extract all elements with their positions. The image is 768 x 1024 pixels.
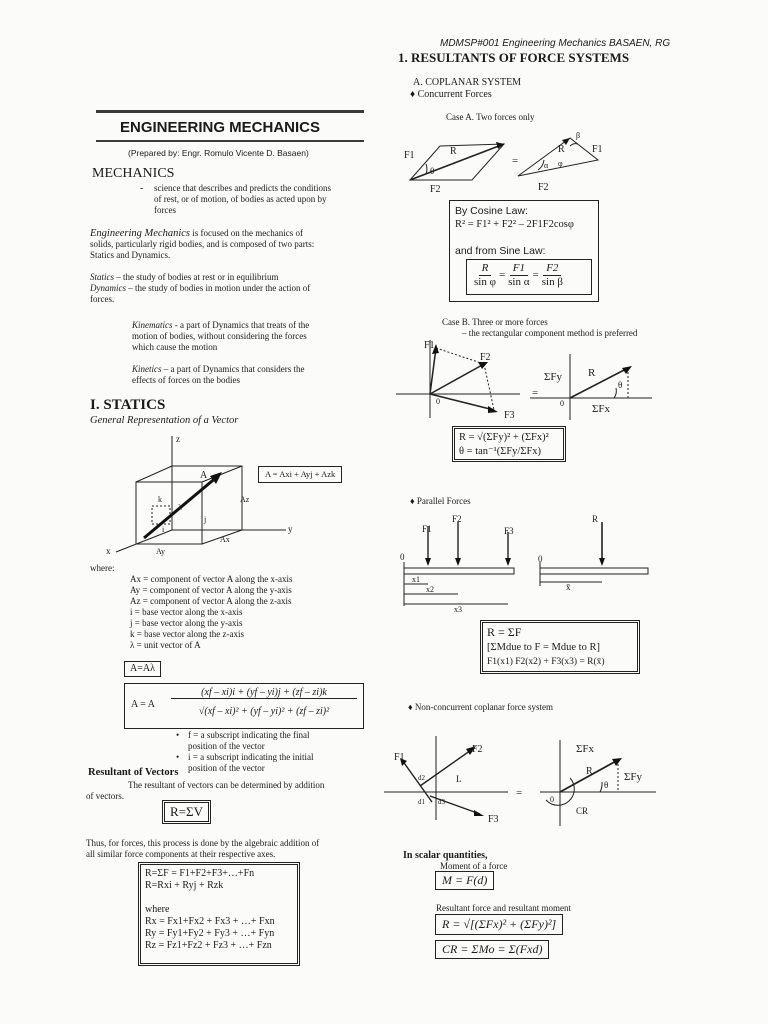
theta-label: θ — [618, 380, 623, 390]
equals-sign: = — [532, 387, 539, 399]
f1-label: F1 — [424, 340, 435, 351]
bullet-dot: ♦ — [408, 702, 415, 712]
bullet-dot: • — [176, 730, 180, 740]
term: Kinetics — [132, 364, 162, 374]
f2-label: F2 — [452, 514, 462, 524]
text-line: position of the vector — [188, 763, 265, 773]
denominator: sin α — [508, 276, 530, 288]
scalar-heading: In scalar quantities, — [403, 850, 488, 861]
denominator: sin φ — [474, 276, 496, 288]
r-label: R — [450, 146, 457, 157]
theta-formula: θ = tan⁻¹(ΣFy/ΣFx) — [459, 446, 542, 457]
resultant-text — [86, 780, 376, 802]
cr-label: CR — [576, 806, 589, 816]
arrow-head — [599, 558, 605, 566]
text-line: science that describes and predicts the conditions — [154, 183, 331, 193]
j-label: j — [204, 515, 207, 524]
z-label: z — [176, 434, 180, 444]
text: – a part of Dynamics that considers the — [161, 364, 305, 374]
vector-equation-box: A = Axi + Ayj + Azk — [258, 466, 342, 483]
resultant-heading: Resultant of Vectors — [88, 767, 179, 778]
definition-line: Ay = component of vector A along the y-axis — [130, 585, 292, 595]
text-line: all similar force components at their respective axes. — [86, 849, 276, 859]
parallel-forces-figure — [396, 512, 656, 612]
equals-sign: = — [498, 269, 506, 282]
text-line: Statics and Dynamics. — [90, 250, 171, 260]
parallel-equations-box — [480, 620, 640, 674]
origin-label: 0 — [550, 795, 554, 804]
kinematics-def — [132, 320, 372, 353]
text: Non-concurrent coplanar force system — [414, 702, 554, 712]
f2-label: F2 — [430, 184, 441, 195]
moment-eq-box: M = F(d) — [435, 871, 494, 890]
term: Kinematics — [132, 320, 173, 330]
case-a-label: Case A. Two forces only — [446, 112, 535, 122]
arrow-head — [474, 810, 484, 816]
numerator: F1 — [510, 262, 528, 276]
concurrent-forces — [410, 89, 492, 101]
text-line: of rest, or of motion, of bodies as acted upon by — [154, 194, 327, 204]
f2-label: F2 — [472, 744, 483, 755]
kinetics-def — [132, 364, 372, 386]
sfy-label: ΣFy — [624, 771, 643, 783]
r-sum-v-box: R=ΣV — [162, 800, 211, 824]
theta-arc — [600, 782, 602, 792]
beam-2 — [540, 568, 648, 574]
case-b-figure — [396, 338, 656, 424]
text: - a part of Dynamics that treats of the — [172, 320, 310, 330]
text-line: i = a subscript indicating the initial — [188, 752, 314, 762]
theta-label: θ — [604, 780, 609, 790]
sum-line: R=ΣF = F1+F2+F3+…+Fn — [145, 868, 255, 879]
beam-1 — [404, 568, 514, 574]
prepared-by: (Prepared by: Engr. Romulo Vicente D. Basaen) — [128, 148, 309, 158]
alpha-label: α — [544, 161, 549, 170]
origin-label: 0 — [436, 397, 440, 406]
par-eq-2: [ΣMdue to F = Mdue to R] — [487, 642, 600, 653]
resultant-formula-box — [452, 426, 566, 462]
lambda-label: λ — [178, 503, 182, 512]
sum-line — [145, 892, 293, 904]
page-title: ENGINEERING MECHANICS — [120, 119, 321, 136]
text: – the study of bodies at rest or in equilibrium — [114, 272, 279, 282]
case-b-note: – the rectangular component method is preferred — [462, 328, 638, 338]
text: Parallel Forces — [416, 496, 471, 506]
arrow-head — [622, 366, 632, 374]
sum-line: R=Rxi + Ryj + Rzk — [145, 880, 224, 891]
text: is focused on the mechanics of — [190, 228, 303, 238]
bullet-item — [176, 730, 376, 752]
r-label: R — [586, 766, 593, 777]
polygon-edge — [436, 348, 484, 364]
subscript-bullets — [176, 730, 376, 774]
text-line: The resultant of vectors can be determined by addition — [128, 780, 325, 790]
term: Dynamics — [90, 283, 126, 293]
text-line: Thus, for forces, this process is done by the algebraic addition of — [86, 838, 320, 848]
sfx-label: ΣFx — [576, 743, 595, 755]
y-label: y — [288, 524, 293, 534]
component-definitions — [130, 574, 370, 651]
nonconcurrent-figure — [380, 730, 660, 830]
force-f2 — [420, 748, 474, 786]
r-label: R — [592, 514, 599, 524]
equals-sign: = — [532, 269, 539, 282]
r-formula: R = √(ΣFy)² + (ΣFx)² — [459, 432, 549, 443]
mechanics-dash: - — [140, 183, 144, 194]
thus-paragraph — [86, 838, 376, 860]
general-representation: General Representation of a Vector — [90, 415, 239, 426]
text-line: position of the vector — [188, 741, 265, 751]
definition-line: Az = component of vector A along the z-axis — [130, 596, 292, 606]
f1-label: F1 — [404, 150, 415, 161]
text: Concurrent Forces — [417, 89, 492, 100]
box-edge — [136, 466, 172, 482]
bullet-dot: ♦ — [410, 89, 418, 100]
k-label: k — [158, 495, 162, 504]
text-line: motion of bodies, without considering the forces — [132, 331, 307, 341]
case-b-label: Case B. Three or more forces — [442, 317, 548, 327]
l-label: L — [456, 774, 462, 784]
angle-arc — [426, 164, 427, 174]
origin-label-2: 0 — [538, 554, 543, 564]
title-bar-bottom — [96, 140, 364, 142]
f2-label: F2 — [480, 352, 491, 363]
xbar-label: x̄ — [566, 582, 571, 592]
bullet-dot: ♦ — [410, 496, 417, 506]
case-a-figure — [400, 124, 640, 196]
ay-label: Ay — [156, 547, 166, 556]
mechanics-definition — [154, 183, 331, 216]
f3-label: F3 — [488, 814, 499, 825]
resultant-line — [410, 144, 504, 180]
vector-formula-box — [124, 683, 364, 729]
r-label-2: R — [558, 144, 565, 155]
arrow-head — [505, 558, 511, 566]
sine-fraction — [471, 262, 566, 289]
d1-label: d1 — [418, 798, 425, 806]
header-ref: MDMSP#001 Engineering Mechanics BASAEN, RG — [440, 38, 671, 49]
numerator: R — [479, 262, 492, 276]
moment-sum-eq-box: CR = ΣMo = Σ(Fxd) — [435, 940, 549, 959]
f1-label: F1 — [394, 752, 405, 763]
f1-label: F1 — [422, 524, 432, 534]
phi-label: φ — [558, 159, 563, 168]
definition-line: k = base vector along the z-axis — [130, 629, 245, 639]
cosine-title: By Cosine Law: — [455, 205, 528, 217]
text-line: effects of forces on the bodies — [132, 375, 241, 385]
polygon-edge — [484, 364, 494, 410]
nonconcurrent-heading — [408, 702, 553, 713]
theta-label: θ — [430, 166, 435, 176]
section-title: 1. RESULTANTS OF FORCE SYSTEMS — [398, 50, 630, 65]
arrow-head — [488, 406, 498, 413]
par-eq-3: F1(x1) F2(x2) + F3(x3) = R(x̄) — [487, 657, 605, 667]
text: – the study of bodies in motion under the action of — [126, 283, 311, 293]
formula-denominator: √(xf – xi)² + (yf – yi)² + (zf – zi)² — [198, 706, 330, 717]
beta-label: β — [576, 131, 581, 140]
sum-line: Rx = Fx1+Fx2 + Fx3 + …+ Fxn — [145, 916, 275, 927]
text-line: forces — [154, 205, 176, 215]
definition-line: Ax = component of vector A along the x-axis — [130, 574, 293, 584]
text-line: which cause the motion — [132, 342, 218, 352]
parallel-forces — [410, 496, 471, 507]
definition-line: j = base vector along the y-axis — [130, 618, 243, 628]
sum-components-box — [138, 862, 300, 966]
a-lambda-box: A=Aλ — [124, 661, 161, 677]
where-label: where: — [90, 563, 115, 573]
x2-label: x2 — [426, 585, 434, 594]
term: Engineering Mechanics — [90, 228, 191, 239]
denominator: sin β — [541, 276, 563, 288]
theta-arc — [614, 388, 616, 398]
bullet-item — [176, 752, 376, 774]
text-line: forces. — [90, 294, 115, 304]
par-eq-1: R = ΣF — [487, 625, 522, 639]
r-label: R — [588, 367, 596, 379]
coplanar-system: A. COPLANAR SYSTEM — [413, 77, 522, 88]
force-f2 — [430, 364, 484, 394]
law-box — [449, 200, 599, 302]
vector-3d-figure — [96, 430, 326, 560]
numerator: F2 — [543, 262, 561, 276]
force-f1 — [430, 348, 436, 394]
unit-box — [152, 506, 170, 524]
resultant-force-moment-title: Resultant force and resultant moment — [436, 903, 571, 913]
text-line: solids, particularly rigid bodies, and is composed of two parts: — [90, 239, 315, 249]
beta-arc — [570, 144, 578, 146]
x-label: x — [106, 546, 111, 556]
a-label: A — [200, 470, 208, 481]
mechanics-heading: MECHANICS — [92, 166, 175, 181]
fraction — [508, 262, 529, 289]
sum-line: Rz = Fz1+Fz2 + Fz3 + …+ Fzn — [145, 940, 272, 951]
cosine-eq: R² = F1² + F2² – 2F1F2cosφ — [455, 219, 574, 230]
fraction — [542, 262, 563, 289]
f3-label: F3 — [504, 410, 515, 421]
sfx-label: ΣFx — [592, 403, 611, 415]
definition-line: λ = unit vector of A — [130, 640, 201, 650]
ax-label: Ax — [220, 535, 230, 544]
resultant-eq-box: R = √[(ΣFx)² + (ΣFy)²] — [435, 914, 563, 935]
origin-label: 0 — [400, 552, 405, 562]
d2-label: d2 — [418, 774, 425, 782]
i-label: i — [162, 525, 165, 534]
equals-sign: = — [516, 787, 523, 799]
d3-label: d3 — [438, 798, 445, 806]
statics-heading: I. STATICS — [90, 397, 166, 413]
term: Statics — [90, 272, 114, 282]
sum-line: Ry = Fy1+Fy2 + Fy3 + …+ Fyn — [145, 928, 275, 939]
az-label: Az — [240, 495, 250, 504]
f2-label-2: F2 — [538, 182, 549, 193]
sine-title: and from Sine Law: — [455, 245, 546, 257]
sfy-label: ΣFy — [544, 371, 563, 383]
statics-dynamics-defs — [90, 272, 370, 305]
box-edge — [202, 466, 242, 482]
equals-sign: = — [512, 155, 519, 167]
x1-label: x1 — [412, 575, 420, 584]
x3-label: x3 — [454, 605, 462, 612]
definition-line: i = base vector along the x-axis — [130, 607, 243, 617]
sum-line: where — [145, 904, 170, 915]
engineering-mechanics-paragraph — [90, 228, 370, 261]
fraction — [474, 262, 496, 289]
moment-title: Moment of a force — [440, 861, 508, 871]
arrow-head — [455, 558, 461, 566]
formula-lhs: A = A — [131, 699, 155, 710]
f3-label: F3 — [504, 526, 514, 536]
bullet-dot: • — [176, 752, 180, 762]
text-line: of vectors. — [86, 791, 124, 801]
origin-label-2: 0 — [560, 399, 564, 408]
arrow-head — [478, 362, 488, 369]
formula-numerator: (xf – xi)i + (yf – yi)j + (zf – zi)k — [171, 687, 357, 699]
text-line: f = a subscript indicating the final — [188, 730, 310, 740]
sine-law-box — [466, 259, 592, 295]
f1-label-2: F1 — [592, 144, 603, 155]
title-bar-top — [96, 110, 364, 113]
arrow-head — [425, 558, 431, 566]
